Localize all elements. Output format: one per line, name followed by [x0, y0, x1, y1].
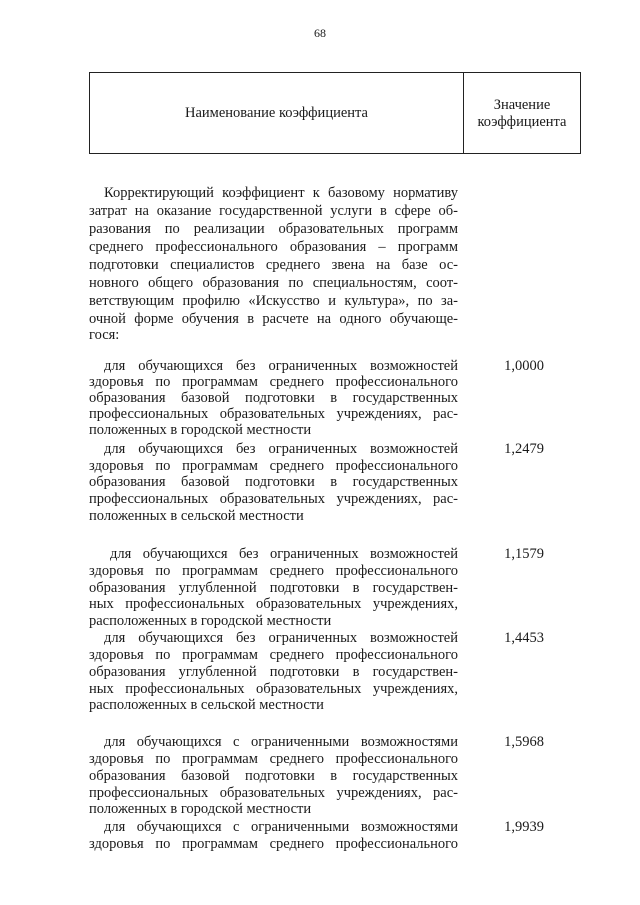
intro-line: новного общего образования по специальностям, соот- [89, 275, 458, 291]
row-line: ных профессиональных образовательных учреждениях, [89, 681, 458, 697]
coefficient-value: 1,1579 [504, 546, 544, 562]
intro-line: подготовки специалистов среднего звена на базе ос- [89, 257, 458, 273]
header-value-line-1: Значение [493, 97, 551, 113]
row-line: здоровья по программам среднего профессионального [89, 647, 458, 663]
page-number: 68 [314, 26, 326, 40]
row-line: расположенных в сельской местности [89, 697, 324, 713]
coefficient-value: 1,5968 [504, 734, 544, 750]
intro-line: среднего профессионального образования – программ [89, 239, 458, 255]
row-line: для обучающихся без ограниченных возможностей [110, 546, 458, 562]
header-coefficient-value [464, 73, 580, 153]
row-line: здоровья по программам среднего профессионального [89, 563, 458, 579]
row-line: для обучающихся с ограниченными возможностями [104, 734, 458, 750]
header-value-line-2: коэффициента [477, 114, 567, 130]
row-line: профессиональных образовательных учреждениях, рас- [89, 491, 458, 507]
row-line: для обучающихся без ограниченных возможностей [104, 358, 458, 374]
header-coefficient-name: Наименование коэффициента [90, 73, 464, 153]
row-line: образования базовой подготовки в государственных [89, 768, 458, 784]
intro-line: очной форме обучения в расчете на одного обучающе- [89, 311, 458, 327]
intro-line: затрат на оказание государственной услуги в сфере об- [89, 203, 458, 219]
row-line: образования углубленной подготовки в государствен- [89, 580, 458, 596]
intro-line: разования по реализации образовательных программ [89, 221, 458, 237]
row-line: образования углубленной подготовки в государствен- [89, 664, 458, 680]
row-line: образования базовой подготовки в государственных [89, 390, 458, 406]
row-line: профессиональных образовательных учреждениях, рас- [89, 785, 458, 801]
coefficient-value: 1,9939 [504, 819, 544, 835]
coefficient-table-header [89, 72, 581, 154]
row-line: образования базовой подготовки в государственных [89, 474, 458, 490]
row-line: для обучающихся без ограниченных возможностей [104, 630, 458, 646]
row-line: положенных в городской местности [89, 801, 312, 817]
row-line: положенных в сельской местности [89, 508, 304, 524]
coefficient-value: 1,4453 [504, 630, 544, 646]
row-line: здоровья по программам среднего профессионального [89, 458, 458, 474]
row-line: положенных в городской местности [89, 422, 312, 438]
coefficient-value: 1,0000 [504, 358, 544, 374]
row-line: здоровья по программам среднего профессионального [89, 836, 458, 852]
row-line: ных профессиональных образовательных учреждениях, [89, 596, 458, 612]
intro-line: гося: [89, 327, 120, 343]
row-line: здоровья по программам среднего профессионального [89, 374, 458, 390]
intro-line: ветствующим профилю «Искусство и культура», по за- [89, 293, 458, 309]
intro-line: Корректирующий коэффициент к базовому нормативу [104, 185, 458, 201]
row-line: расположенных в городской местности [89, 613, 332, 629]
row-line: здоровья по программам среднего профессионального [89, 751, 458, 767]
coefficient-value: 1,2479 [504, 441, 544, 457]
row-line: для обучающихся без ограниченных возможностей [104, 441, 458, 457]
row-line: профессиональных образовательных учреждениях, рас- [89, 406, 458, 422]
row-line: для обучающихся с ограниченными возможностями [104, 819, 458, 835]
